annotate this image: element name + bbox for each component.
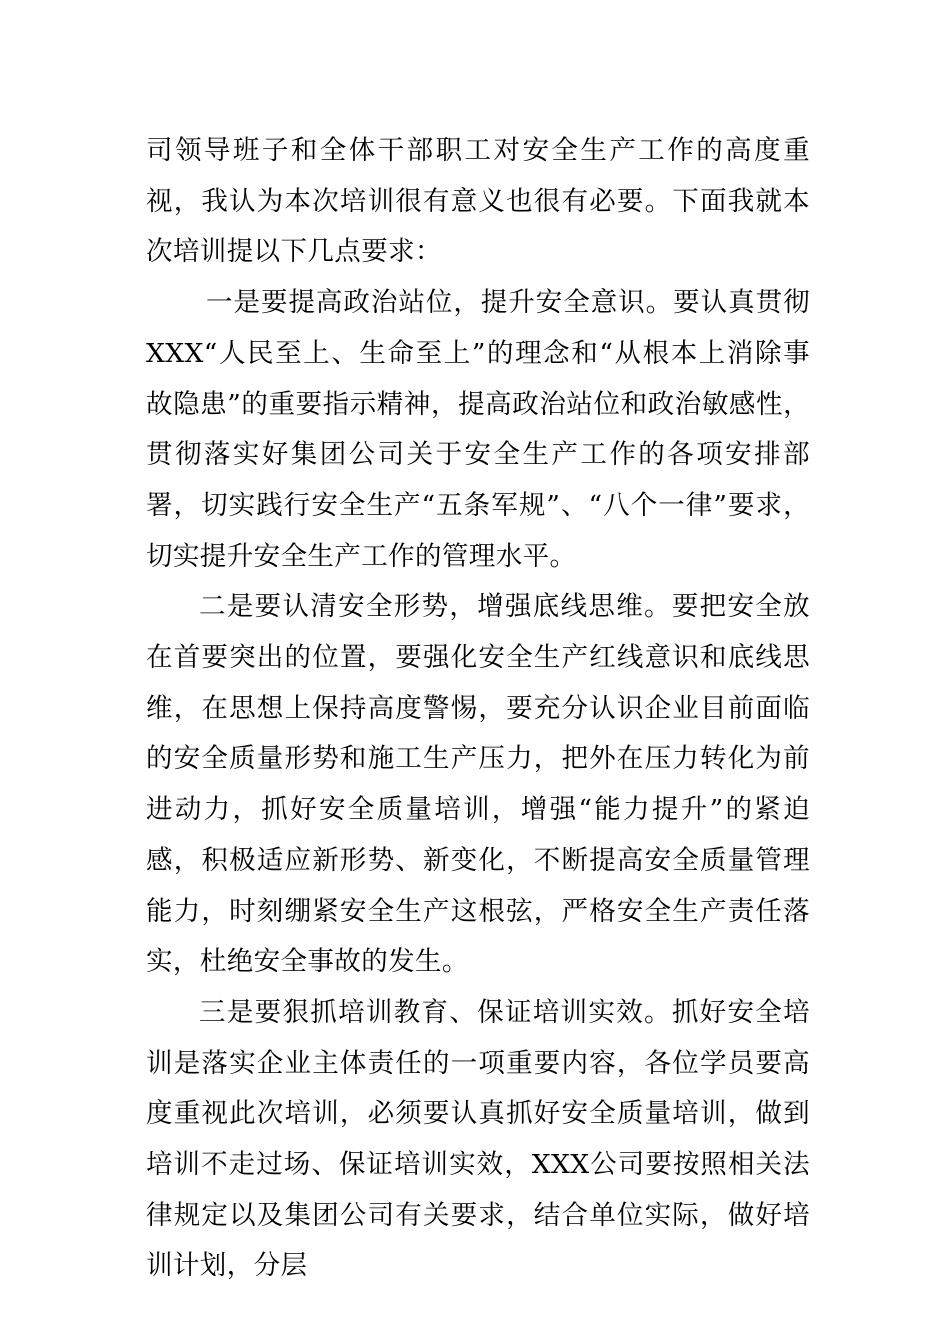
paragraph-point-two: 二是要认清安全形势，增强底线思维。要把安全放在首要突出的位置，要强化安全生产红线意识和底线思维，在思想上保持高度警惕，要充分认识企业目前面临的安全质量形势和施工生产压力，把外在压力转化为前进动力，抓好安全质量培训，增强“能力提升”的紧迫感，积极适应新形势、新变化，不断提高安全质量管理能力，时刻绷紧安全生产这根弦，严格安全生产责任落实，杜绝安全事故的发生。	[146, 591, 810, 978]
paragraph-point-one: 一是要提高政治站位，提升安全意识。要认真贯彻XXX“人民至上、生命至上”的理念和“从根本上消除事故隐患”的重要指示精神，提高政治站位和政治敏感性，贯彻落实好集团公司关于安全生产工作的各项安排部署，切实践行安全生产“五条军规”、“八个一律”要求，切实提升安全生产工作的管理水平。	[146, 287, 810, 572]
paragraph-continuation: 司领导班子和全体干部职工对安全生产工作的高度重视，我认为本次培训很有意义也很有必要。下面我就本次培训提以下几点要求：	[146, 135, 810, 268]
document-body	[146, 126, 810, 1292]
paragraph-point-three: 三是要狠抓培训教育、保证培训实效。抓好安全培训是落实企业主体责任的一项重要内容，各位学员要高度重视此次培训，必须要认真抓好安全质量培训，做到培训不走过场、保证培训实效，XXX公司要按照相关法律规定以及集团公司有关要求，结合单位实际，做好培训计划，分层	[146, 996, 810, 1282]
